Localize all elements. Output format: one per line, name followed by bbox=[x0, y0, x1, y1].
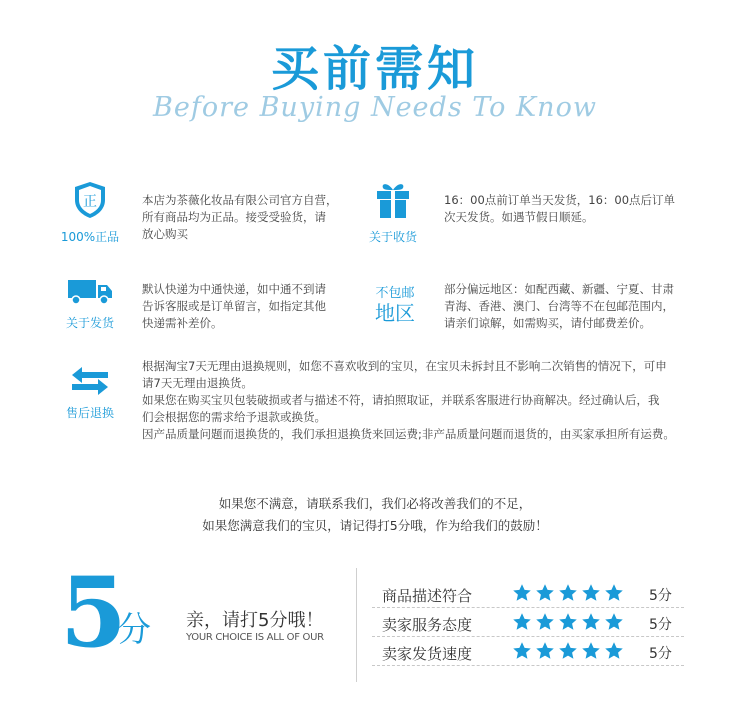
rating-name: 卖家发货速度 bbox=[382, 645, 473, 663]
big-score-unit: 分 bbox=[117, 610, 151, 650]
star-icon bbox=[558, 583, 578, 603]
star-rating bbox=[512, 583, 627, 603]
shipping-text bbox=[142, 281, 362, 332]
rating-row bbox=[372, 610, 684, 637]
text-line: 们会根据您的需求给予退款或换货。 bbox=[142, 410, 326, 424]
star-icon bbox=[512, 612, 532, 632]
text-line: 默认快递为中通快递，如中通不到请 bbox=[142, 282, 326, 296]
shield-badge-text: 正 bbox=[83, 194, 97, 210]
receipt-text bbox=[444, 192, 714, 226]
genuine-text bbox=[142, 192, 362, 243]
text-line: 放心购买 bbox=[142, 227, 188, 241]
star-icon bbox=[535, 583, 555, 603]
receipt-block bbox=[353, 180, 433, 245]
text-line: 本店为茶薇化妆品有限公司官方自营， bbox=[142, 193, 338, 207]
star-icon bbox=[535, 612, 555, 632]
text-line: 次天发货。如遇节假日顺延。 bbox=[444, 210, 594, 224]
star-icon bbox=[604, 583, 624, 603]
text-line: 请7天无理由退换货。 bbox=[142, 376, 253, 390]
shield-icon bbox=[72, 180, 108, 220]
no-free-shipping-line2: 地区 bbox=[375, 301, 415, 325]
closing-line-2: 如果您满意我们的宝贝，请记得打5分哦，作为给我们的鼓励！ bbox=[202, 518, 548, 533]
star-icon bbox=[581, 583, 601, 603]
text-line: 16：00点前订单当天发货，16：00点后订单 bbox=[444, 193, 676, 207]
star-icon bbox=[512, 641, 532, 661]
star-icon bbox=[581, 641, 601, 661]
divider bbox=[356, 568, 357, 682]
text-line: 快递需补差价。 bbox=[142, 316, 223, 330]
genuine-block bbox=[50, 180, 130, 245]
big-score-number: 5 bbox=[60, 556, 127, 669]
page-title: 买前需知 bbox=[270, 41, 479, 97]
no-free-shipping-line1: 不包邮 bbox=[375, 286, 415, 301]
text-line: 因产品质量问题而退换货的，我们承担退换货来回运费;非产品质量问题而退货的，由买家承担所有运费。 bbox=[142, 427, 675, 441]
no-free-shipping-text bbox=[444, 281, 714, 332]
star-icon bbox=[604, 641, 624, 661]
returns-label: 售后退换 bbox=[65, 406, 114, 420]
closing-line-1: 如果您不满意，请联系我们，我们必将改善我们的不足， bbox=[218, 496, 532, 511]
returns-text bbox=[142, 358, 722, 443]
rating-score: 5分 bbox=[649, 617, 672, 633]
star-rating bbox=[512, 641, 627, 661]
star-icon bbox=[535, 641, 555, 661]
gift-icon bbox=[374, 180, 412, 220]
exchange-arrows-icon bbox=[68, 366, 112, 396]
star-icon bbox=[512, 583, 532, 603]
text-line: 告诉客服或是订单留言，如指定其他 bbox=[142, 299, 326, 313]
receipt-label: 关于收货 bbox=[368, 230, 417, 244]
star-icon bbox=[558, 641, 578, 661]
text-line: 青海、香港、澳门、台湾等不在包邮范围内， bbox=[444, 299, 674, 313]
shipping-block bbox=[50, 278, 130, 331]
text-line: 请亲们谅解，如需购买，请付邮费差价。 bbox=[444, 316, 651, 330]
star-rating bbox=[512, 612, 627, 632]
rating-slogan-en: YOUR CHOICE IS ALL OF OUR bbox=[186, 632, 324, 643]
rating-row bbox=[372, 639, 684, 666]
star-icon bbox=[581, 612, 601, 632]
rating-score: 5分 bbox=[649, 646, 672, 662]
rating-name: 商品描述符合 bbox=[382, 587, 473, 605]
text-line: 所有商品均为正品。接受受验货，请 bbox=[142, 210, 326, 224]
shipping-label: 关于发货 bbox=[65, 316, 114, 330]
no-free-shipping-badge bbox=[360, 282, 430, 325]
page-subtitle: Before Buying Needs To Know bbox=[153, 92, 597, 123]
truck-icon bbox=[67, 278, 113, 306]
rating-slogan: 亲，请打5分哦！ bbox=[186, 610, 324, 631]
text-line: 根据淘宝7天无理由退换规则，如您不喜欢收到的宝贝，在宝贝未拆封且不影响二次销售的情况下，可申 bbox=[142, 359, 667, 373]
star-icon bbox=[604, 612, 624, 632]
rating-row bbox=[372, 581, 684, 608]
star-icon bbox=[558, 612, 578, 632]
rating-name: 卖家服务态度 bbox=[382, 616, 473, 634]
genuine-label: 100%正品 bbox=[60, 230, 120, 244]
text-line: 如果您在购买宝贝包装破损或者与描述不符，请拍照取证，并联系客服进行协商解决。经过确认后，我 bbox=[142, 393, 660, 407]
returns-block bbox=[50, 366, 130, 421]
text-line: 部分偏远地区：如配西藏、新疆、宁夏、甘肃 bbox=[444, 282, 674, 296]
rating-score: 5分 bbox=[649, 588, 672, 604]
